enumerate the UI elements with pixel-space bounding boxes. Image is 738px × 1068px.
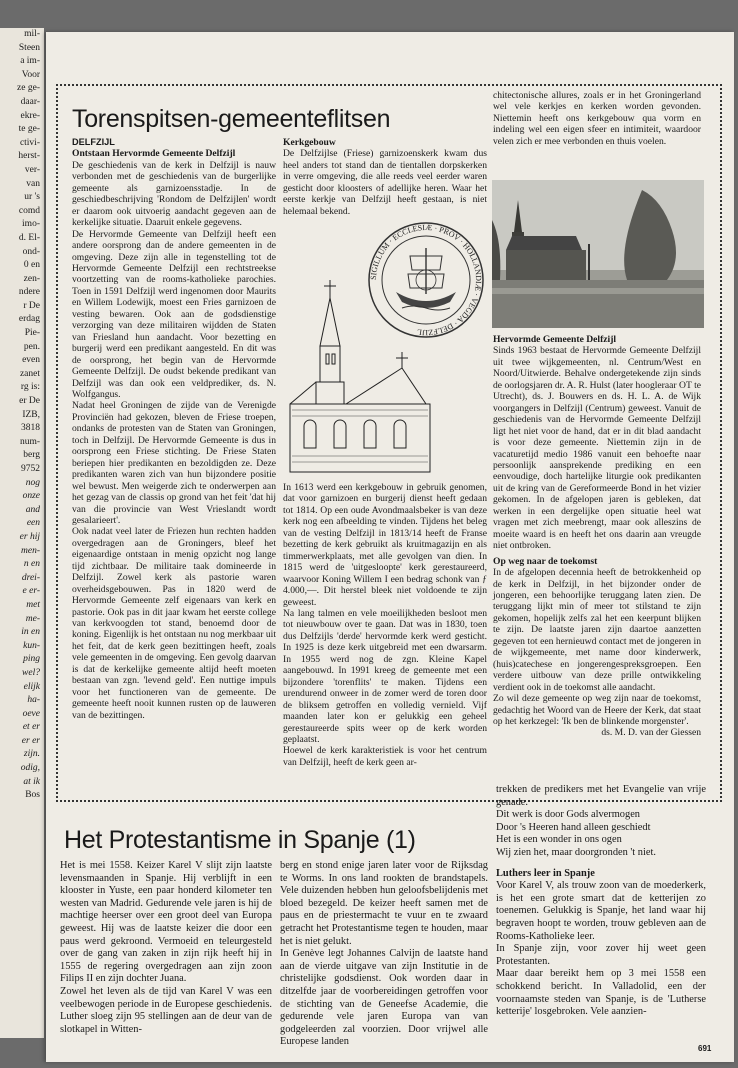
prev-page-line: drei- [21,572,40,583]
prev-page-line: et er [22,722,40,733]
subheading: Luthers leer in Spanje [496,867,595,879]
prev-page-line: Steen [18,42,40,53]
prev-page-line: onze [22,491,40,502]
prev-page-line: ndere [18,287,40,298]
author-signature: ds. M. D. van der Giessen [601,727,701,739]
prev-page-line: me- [25,613,40,624]
prev-page-line: Bos [25,790,40,801]
prev-page-line: d. El- [18,232,40,243]
prev-page-line: ur 's [24,192,40,203]
previous-page-edge [0,28,44,1038]
prev-page-line: and [25,504,40,515]
article1-column-3-lower [493,334,701,739]
article2-column-2 [280,860,488,1049]
prev-page-line: ver- [24,164,40,175]
paragraph: Maar daar bereikt hem op 3 mei 1558 een schokkend bericht. In Valladolid, een der voornaamste steden van Spanje, is de 'Lutherse ketterije' losgebroken. Vele aanzien- [496,968,706,1018]
prev-page-line: ond- [22,246,40,257]
prev-page-line: zijn. [23,749,40,760]
verse-line: Door 's Heeren hand alleen geschiedt [496,821,651,833]
prev-page-line: IZB, [22,409,40,420]
paragraph: Ook nadat veel later de Friezen hun rechten hadden overgedragen aan de Groningers, bleef het eigenaardige ontstaan in menig opzicht nog lange tijd zichtbaar. De militaire taak domineerde in Delfzijl. Zowel kerk als pastorie waren overheidsgebouwen. Pas in 1820 werd de Hervormde Gemeente zelf eigenaars van kerk en pastorie. Ook pas in dit jaar kwam het eerste college van kerkvoogden tot stand, benoemd door de koning. Eigenlijk is het ontstaan nu nog merkbaar uit het feit, dat de kerk geen bezittingen heeft, zoals vele gemeenten in de omgeving. Een gevolg daarvan is dat de kerkelijke gemeente altijd heeft moeten bestaan van zgn. 'levend geld'. Een nuttige impuls voor het functioneren van de gemeente. De gemeente heeft nooit kunnen rusten op de lauweren van de bezittingen. [72,526,276,721]
subheading: Hervormde Gemeente Delfzijl [493,334,617,345]
prev-page-line: n en [23,559,40,570]
paragraph: Het is mei 1558. Keizer Karel V slijt zijn laatste levensmaanden in Spanje. Hij verblijft in een klooster in Yuste, een paar honderd kilometer ten westen van Madrid. Gedurende vele jaren is hij de machtige heerser over een groot deel van Europa geweest. Hij was de laatste keizer die door een paus werd gekroond. Vermoeid en teleurgesteld over de gang van zaken in zijn rijk heeft hij in 1555 de regering overgedragen aan zijn zoon Filips II en zijn dochter Juana. [60,860,272,985]
prev-page-line: Pie- [24,328,40,339]
paragraph: In de afgelopen decennia heeft de betrokkenheid op de kerk in Delfzijl, in het bijzonder onder de jongeren, een behoorlijke teruggang laten zien. De teruggang lijkt min of meer tot stilstand te zijn gekomen, hopelijk zelfs zal het een keerpunt blijken te zijn. De laatste jaren zijn daartoe aanzetten gegeven tot een hernieuwd contact met de jongeren in de wijkgemeente, met name door kinderwerk, (huis)catechese en jongerengespreksgroepen. Een verdere uitbouw van deze prille ontwikkeling verdient ook in de toekomst alle aandacht. [493,567,701,693]
subheading: Ontstaan Hervormde Gemeente Delfzijl [72,148,236,160]
prev-page-line: zanet [19,368,40,379]
paragraph: trekken de predikers met het Evangelie van vrije genade. [496,784,706,808]
prev-page-line: herst- [18,151,40,162]
prev-page-line: berg [23,450,40,461]
prev-page-line: mil- [24,29,40,39]
prev-page-line: wel? [22,667,40,678]
paragraph: berg en stond enige jaren later voor de Rijksdag te Worms. In ons land rookten de brandstapels. Vele duizenden hebben hun geloofsbelijdenis met bloed bezegeld. De keizer heeft samen met de paus en de priestermacht te vuur en te zwaard getracht het Protestantisme tegen te houden, maar het is niet gelukt. [280,860,488,947]
paragraph: Nadat heel Groningen de zijde van de Verenigde Provinciën had gekozen, bleven de Friese troepen, ondanks de protesten van de Staten van Groningen, toch in Delfzijl. De Hervormde Gemeente is dus in oorsprong een Friese stichting. De Friese Staten beriepen hier predikanten en bezoldigden ze. Deze predikanten waren zich van hun bijzondere positie wel bewust. Men weigerde zich te onderwerpen aan het gezag van de classis op grond van het feit 'dat hij van die provincie van West Vrieslandt wordt gesalarieert'. [72,400,276,526]
prev-page-line: te ge- [18,124,40,135]
paragraph: Hoewel de kerk karakteristiek is voor het centrum van Delfzijl, heeft de kerk geen ar- [283,745,487,768]
paragraph: De Hervormde Gemeente van Delfzijl heeft een andere oorsprong dan de andere gemeenten in de omgeving. Deze zijn alle in tegenstelling tot de Hervormde Gemeente Delfzijl een rechtstreekse voortzetting van de rooms-katholieke parochies. Toen in 1591 Delfzijl werd ingenomen door Maurits en Willem Lodewijk, moest een Fries garnizoen de vesting bewaren. Ook aan de godsdienstige verzorging van deze militairen wijdden de Staten van Friesland hun aandacht. Voor bezetting en burgerij werd een predikant aangesteld. En dit was de oorsprong, het begin van de Hervormde Gemeente Delfzijl. De oudst bekende predikant van Delfzijl was dan ook een veldprediker, ds. N. Wolfgangus. [72,228,276,400]
article1-column-2-lower [283,482,487,768]
paragraph: De Delfzijlse (Friese) garnizoenskerk kwam dus heel anders tot stand dan de tientallen dorpskerken in verre omgeving, die alle reeds veel eerder waren gesticht door kloosters of adellijke heren. Waar het eerste kerkje van Delfzijl heeft gestaan, is niet helemaal bekend. [283,148,487,217]
prev-page-line: pen. [23,341,40,352]
place-heading: DELFZIJL [72,137,115,147]
prev-page-line: daar- [20,96,40,107]
subheading: Kerkgebouw [283,137,336,148]
prev-page-line: at ik [23,776,40,787]
prev-page-line: ctivi- [19,137,40,148]
prev-page-line: met [26,599,40,610]
paragraph: Zowel het leven als de tijd van Karel V was een veelbewogen periode in de Europese geschiedenis. Luther sloeg zijn 95 stellingen aan de deur van de slotkapel in Witten- [60,985,272,1035]
prev-page-line: a im- [20,56,40,67]
hymn-verse [496,809,706,859]
prev-page-line: imo- [22,219,40,230]
prev-page-line: men- [21,545,40,556]
prev-page-line: oeve [22,708,40,719]
prev-page-line: rg is: [20,382,40,393]
seal-lettering: SIGILLUM · ECCLESIÆ · PROV · HOLLANDIÆ · VEGDA · DELFZIJL [368,222,484,338]
prev-page-line: ha- [27,695,40,706]
article2-column-3 [496,784,706,1019]
prev-page-line: er hij [19,531,40,542]
prev-page-line: er De [19,396,40,407]
prev-page-line: num- [19,436,40,447]
prev-page-line: Voor [21,69,40,80]
page-number: 691 [698,1044,712,1053]
article2-title: Het Protestantisme in Spanje (1) [64,826,416,854]
article-title: Torenspitsen-gemeenteflitsen [72,105,391,133]
prev-page-line: 9752 [21,464,40,474]
paragraph: Voor Karel V, als trouw zoon van de moederkerk, is het een grote smart dat de ketterijen zo toenemen. Gelukkig is Spanje, het land waar hij begraven hoopt te worden, trouw gebleven aan de Rooms-Katholieke leer. [496,880,706,942]
paragraph: Zo wil deze gemeente op weg zijn naar de toekomst, gedachtig het Woord van de Heere der Kerk, dat staat op het kerkzegel: 'Ik ben de blinkende morgenster'. [493,693,701,727]
article1-column-1 [72,137,276,721]
article1-column-2 [283,137,487,217]
verse-line: Dit werk is door Gods alvermogen [496,809,640,821]
prev-page-line: een [26,518,40,529]
paragraph: chitectonische allures, zoals er in het Groningerland wel vele kerkjes en kerken worden gevonden. Niettemin heeft ons kerkgebouw qua vorm en indeling wel een eigen sfeer en intimiteit, waardoor velen zich er mee verbonden en thuis voelen. [493,90,701,147]
paragraph: In Spanje zijn, voor zover hij weet geen Protestanten. [496,943,706,967]
prev-page-line: odig, [20,763,40,774]
paragraph: De geschiedenis van de kerk in Delfzijl is nauw verbonden met de geschiedenis van de burgerlijke gemeente als garnizoensstadje. In de geschiedbeschrijving 'Rondom de Delfzijlen' wordt er daarom ook uitvoerig aandacht gegeven aan de kerkelijke situatie. Daaruit enkele gegevens. [72,159,276,229]
prev-page-line: ping [23,654,40,665]
magazine-page [46,32,734,1062]
paragraph: Na lang talmen en vele moeilijkheden besloot men tot nieuwbouw over te gaan. Dat was in 1830, toen dus Delfzijls 'derde' hervormde kerk werd gesticht. In 1925 is deze kerk uitgebreid met een dwarsarm. In 1955 werd nog de zgn. Kleine Kapel aangebouwd. In 1991 kreeg de gemeente met een bijzondere 'torenflits' te maken. Tijdens een urendurend onweer in de zomer werd de toren door de bliksem getroffen en volledig vernield. Vijf maanden later kon er gelukkig een geheel gerestaureerde spits weer op de kerk worden geplaatst. [283,607,487,745]
prev-page-line: ze ge- [17,83,40,94]
article2-column-1 [60,860,272,1036]
prev-page-line: even [22,355,40,366]
subheading: Op weg naar de toekomst [493,555,598,567]
verse-line: Het is een wonder in ons ogen [496,834,622,846]
prev-page-line: nog [25,477,40,488]
church-drawing [286,276,436,476]
prev-page-line: 3818 [21,423,40,434]
article1-column-3 [493,90,701,147]
church-photo [492,180,704,328]
prev-page-line: er er [21,735,40,746]
verse-line: Wij zien het, maar doorgronden 't niet. [496,846,656,858]
prev-page-line: ekre- [20,110,40,121]
prev-page-line: in en [21,627,40,638]
paragraph: In Genève legt Johannes Calvijn de laatste hand aan de vierde uitgave van zijn Institutie in de christelijke godsdienst. Ook worden daar in ditzelfde jaar de voorbereidingen getroffen voor de stichting van de Geneefse Academie, die gedurende vele jaren Europa van van godgeleerden zal voorzien. Door vrijwel alle Europese landen [280,948,488,1048]
prev-page-line: zen- [23,273,40,284]
paragraph: In 1613 werd een kerkgebouw in gebruik genomen, dat voor garnizoen en burgerij dienst heeft gedaan tot 1814. Op een oude Avondmaalsbeker is van deze kerk nog een afbeelding te vinden. Tijdens het beleg van de vesting Delfzijl in 1813/14 heeft de Franse bezetting de kerk gebruikt als kruitmagazijn en als timmerwerkplaats, met alle gevolgen van dien. In 1815 werd de 'uitgesloopte' kerk gerestaureerd, waarvoor Koning Willem I een bedrag schonk van ƒ 4.000,—. Dit herstel bleek niet voldoende te zijn geweest. [283,482,487,608]
prev-page-line: kun- [23,640,40,651]
prev-page-line: comd [18,205,40,216]
prev-page-line: e er- [22,586,40,597]
paragraph: Sinds 1963 bestaat de Hervormde Gemeente Delfzijl uit twee wijkgemeenten, nl. Centrum/West en Noord/Uitwierde. Behalve ondergetekende zijn sinds de oorlogsjaren dr. A. R. Hulst (later hoogleraar OT te Utrecht), ds. J. Bouwers en ds. H. L. A. de Wijk voorgangers in Delfzijl (Centrum) geweest. Vanuit de geschiedenis van de Hervormde Gemeente Delfzijl ligt het niet voor de hand, dat er in dit blad aandacht is voor deze gemeente. Niettemin zijn in de vacaturetijd medio 1986 vanuit een behoefte naar persoonlijk aansprekende prediking en een eenvoudige, doch hartelijke liturgie ook predikanten uit de kring van de Gereformeerde Bond in het vizier gekomen. In de afgelopen jaren is gebleken, dat werken in een dergelijke open situatie heel wat vragen met zich meebrengt, maar ook alleszins de moeite waard is en heeft het ons daarin aan vreugde niet ontbroken. [493,345,701,552]
prev-page-line: r De [23,300,40,311]
prev-page-line: van [26,178,40,189]
prev-page-line: erdag [18,314,40,325]
prev-page-line: 0 en [23,260,40,271]
prev-page-line: elijk [23,681,40,692]
